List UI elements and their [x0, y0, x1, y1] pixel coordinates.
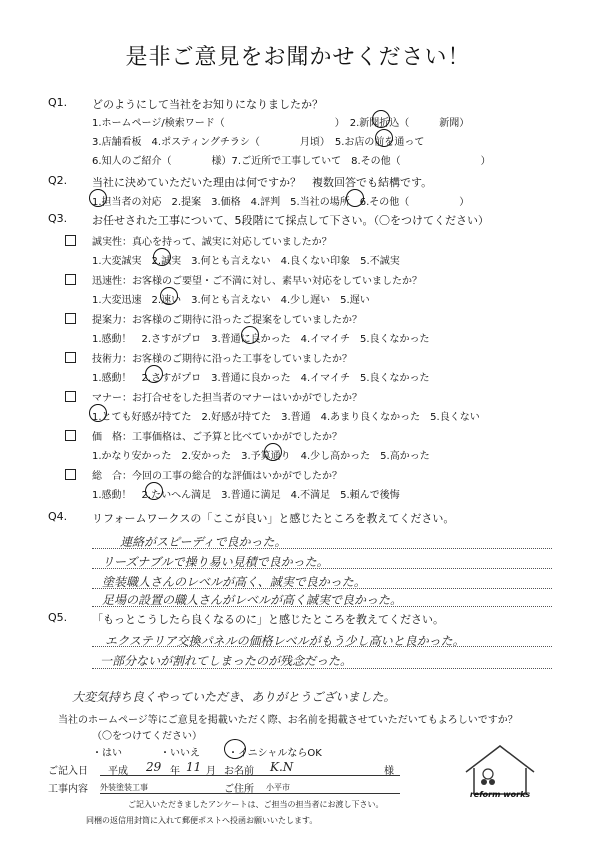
q4-answer-text: リーズナブルで操り易い見積で良かった。: [102, 555, 329, 569]
date-year-unit: 年: [170, 766, 180, 777]
q3-item-selected-mark: [241, 326, 259, 344]
q3-item-heading: マナー：お打合せをした担当者のマナーはいかがでしたか？: [92, 393, 362, 404]
page-title: 是非ご意見をお聞かせください！: [125, 45, 471, 70]
name-label: お名前: [224, 766, 254, 777]
q1-selected-mark-2: [372, 110, 390, 128]
q3-item-selected-mark: [153, 248, 171, 266]
q1-options-line1: 1.ホームページ/検索ワード（ ） 2.新聞折込（ 新聞）: [92, 118, 470, 129]
publish-option-yes: ・はい: [92, 748, 122, 759]
q1-selected-mark-5: [375, 129, 393, 147]
q3-item-options: 1.かなり安かった 2.安かった 3.予算通り 4.少し高かった 5.高かった: [92, 451, 430, 462]
address-value: 小平市: [266, 783, 290, 792]
q3-item-heading: 技術力：お客様のご期待に沿った工事をしていましたか？: [92, 354, 352, 365]
name-suffix: 様: [384, 766, 394, 777]
thanks-text: 大変気持ち良くやっていただき、ありがとうございました。: [72, 690, 396, 704]
q3-item-heading: 誠実性：真心を持って、誠実に対応していましたか？: [92, 237, 332, 248]
q3-item-options: 1.感動！ 2.さすがプロ 3.普通に良かった 4.イマイチ 5.良くなかった: [92, 334, 430, 345]
work-value: 外装塗装工事: [100, 783, 148, 792]
q3-item-checkbox: [65, 430, 76, 441]
publish-option-no: ・いいえ: [160, 748, 200, 759]
q4-question: リフォームワークスの「ここが良い」と感じたところを教えてください。: [92, 512, 455, 525]
q3-item-options: 1.感動！ 2.たいへん満足 3.普通に満足 4.不満足 5.頼んで後悔: [92, 490, 400, 501]
q3-label: Q3.: [48, 212, 68, 225]
reform-works-logo: [460, 740, 540, 810]
date-name-underline: [100, 775, 400, 776]
date-month-unit: 月: [206, 766, 216, 777]
q2-question: 当社に決めていただいた理由は何ですか？ 複数回答でも結構です。: [92, 176, 433, 189]
q3-item-options: 1.大変誠実 2.誠実 3.何とも言えない 4.良くない印象 5.不誠実: [92, 256, 400, 267]
q3-item-selected-mark: [264, 443, 282, 461]
q4-answer-text: 足場の設置の職人さんがレベルが高く誠実で良かった。: [102, 593, 403, 607]
q3-item-checkbox: [65, 313, 76, 324]
q2-options: 1.担当者の対応 2.提案 3.価格 4.評判 5.当社の場所 6.その他（ ）: [92, 197, 470, 208]
publish-option-initials: ・イニシャルならOK: [228, 748, 322, 759]
q3-item-checkbox: [65, 235, 76, 246]
work-label: 工事内容: [48, 784, 88, 795]
q5-question: 「もっとこうしたら良くなるのに」と感じたところを教えてください。: [92, 613, 444, 626]
q5-answer-text: 一部分ないが割れてしまったのが残念だった。: [100, 654, 353, 668]
q3-item-heading: 総 合：今回の工事の総合的な評価はいかがでしたか？: [92, 471, 342, 482]
logo-text: reform works: [469, 790, 531, 799]
footer-note-2: 同梱の返信用封筒に入れて郵便ポストへ投函お願いいたします。: [86, 816, 318, 825]
address-label: ご住所: [224, 784, 254, 795]
q3-item-checkbox: [65, 352, 76, 363]
q1-question: どのようにして当社をお知りになりましたか？: [92, 98, 323, 111]
q3-question: お任せされた工事について、5段階にて採点して下さい。（〇をつけてください）: [92, 214, 490, 227]
q3-item-heading: 価 格：工事価格は、ご予算と比べていかがでしたか？: [92, 432, 342, 443]
date-month: 11: [186, 760, 202, 774]
q3-item-options: 1.感動！ 2.さすがプロ 3.普通に良かった 4.イマイチ 5.良くなかった: [92, 373, 430, 384]
q3-item-checkbox: [65, 469, 76, 480]
q4-answer-text: 塗装職人さんのレベルが高く、誠実で良かった。: [102, 575, 366, 589]
q3-item-selected-mark: [160, 287, 178, 305]
date-label: ご記入日: [48, 766, 88, 777]
name-value: K.N: [270, 760, 294, 774]
q4-answer-text: 連絡がスピーディで良かった。: [120, 535, 287, 549]
q3-item-heading: 提案力：お客様のご期待に沿ったご提案をしていましたか？: [92, 315, 362, 326]
date-era: 平成: [108, 766, 128, 777]
publish-note: （〇をつけてください）: [92, 731, 202, 742]
publish-question: 当社のホームページ等にご意見を掲載いただく際、お名前を掲載させていただいてもよろしいですか？: [58, 715, 518, 726]
footer-note-1: ご記入いただきましたアンケートは、ご担当の担当者にお渡し下さい。: [128, 800, 384, 809]
q3-item-heading: 迅速性：お客様のご要望・ご不満に対し、素早い対応をしていましたか？: [92, 276, 422, 287]
q1-options-line3: 6.知人のご紹介（ 様）7.ご近所で工事していて 8.その他（ ）: [92, 156, 491, 167]
q1-options-line2: 3.店舗看板 4.ポスティングチラシ（ 月頃） 5.お店の前を通って: [92, 137, 425, 148]
q5-answer-text: エクステリア交換パネルの価格レベルがもう少し高いと良かった。: [105, 634, 465, 648]
q3-item-selected-mark: [145, 482, 163, 500]
q5-label: Q5.: [48, 611, 68, 624]
date-year: 29: [146, 760, 162, 774]
house-icon: [460, 740, 540, 810]
q3-item-selected-mark: [145, 365, 163, 383]
q4-label: Q4.: [48, 510, 68, 523]
work-address-underline: [100, 793, 400, 794]
q3-item-selected-mark: [89, 404, 107, 422]
q3-item-checkbox: [65, 391, 76, 402]
q2-selected-mark-1: [89, 189, 107, 207]
q1-label: Q1.: [48, 96, 68, 109]
publish-selected-mark: [224, 739, 246, 759]
q3-item-options: 1.とても好感が持てた 2.好感が持てた 3.普通 4.あまり良くなかった 5.良くない: [92, 412, 480, 423]
q3-item-checkbox: [65, 274, 76, 285]
q2-label: Q2.: [48, 174, 68, 187]
q3-item-options: 1.大変迅速 2.速い 3.何とも言えない 4.少し遅い 5.遅い: [92, 295, 370, 306]
q2-selected-mark-5: [346, 189, 364, 207]
